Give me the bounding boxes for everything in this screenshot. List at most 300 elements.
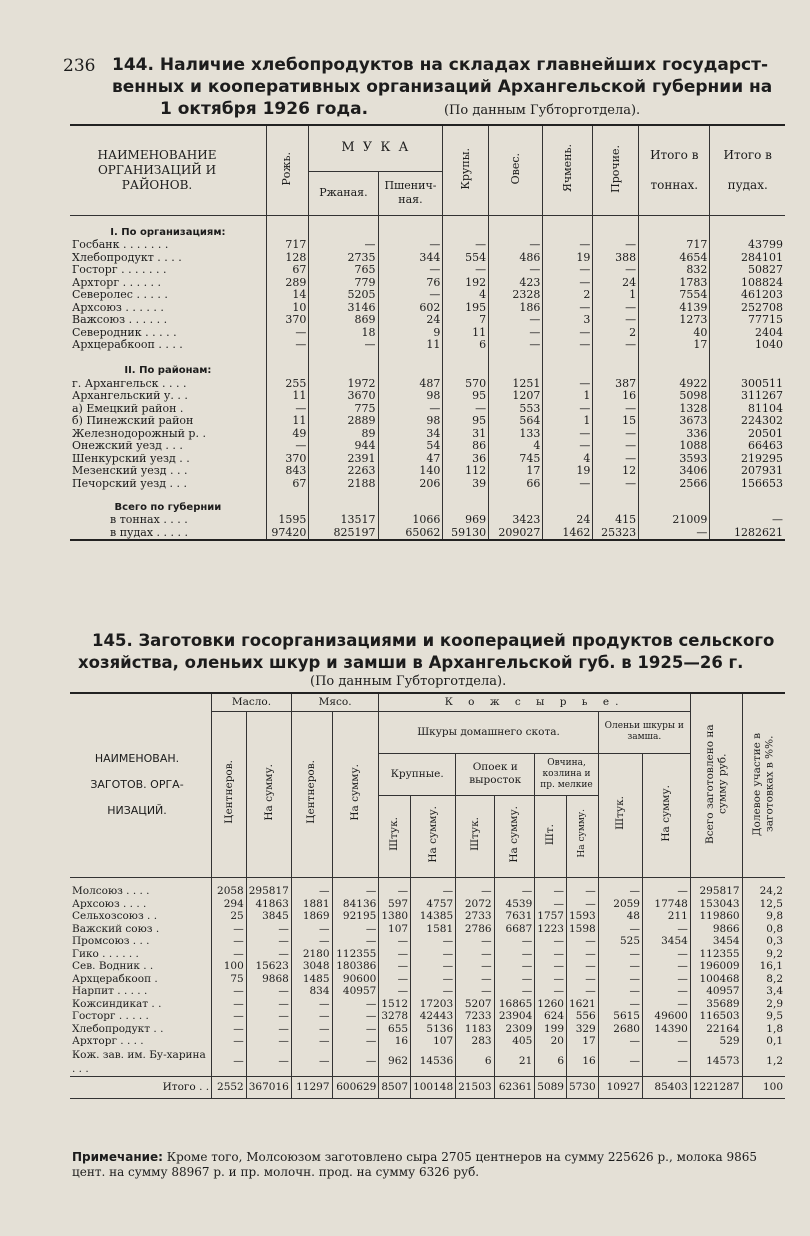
table-cell: 48 xyxy=(598,910,642,923)
table-cell: — xyxy=(567,898,599,911)
table-cell: 1869 xyxy=(291,910,332,923)
table-cell: 600629 xyxy=(332,1076,379,1098)
table-cell: 22164 xyxy=(690,1023,742,1036)
table-cell: 602 xyxy=(378,302,443,315)
empty-cell xyxy=(489,215,543,239)
table-cell: 1462 xyxy=(543,527,593,541)
table-cell: 133 xyxy=(489,428,543,441)
table-row xyxy=(70,1035,785,1048)
table-cell: — xyxy=(567,960,599,973)
table-cell: 387 xyxy=(593,378,639,391)
table-cell: 14 xyxy=(266,289,309,302)
table-cell: 834 xyxy=(291,985,332,998)
empty-cell xyxy=(456,877,494,885)
table-cell: 19 xyxy=(543,465,593,478)
empty-cell xyxy=(639,352,710,378)
table-cell: 9,8 xyxy=(742,910,785,923)
section-total-label: Всего по губернии xyxy=(70,490,266,514)
table-cell: — xyxy=(643,1048,691,1077)
row-label: Печорский уезд . . . xyxy=(70,478,266,491)
table-cell: — xyxy=(598,1035,642,1048)
table-cell: 295817 xyxy=(690,885,742,898)
table-cell: — xyxy=(543,264,593,277)
table-cell: — xyxy=(291,1023,332,1036)
table-cell: — xyxy=(543,378,593,391)
table-cell: — xyxy=(266,440,309,453)
table-cell: 4757 xyxy=(411,898,456,911)
table-cell: 81104 xyxy=(710,403,785,416)
table-cell: 50827 xyxy=(710,264,785,277)
table-cell: 553 xyxy=(489,403,543,416)
table-cell: 717 xyxy=(266,239,309,252)
table-cell: 1221287 xyxy=(690,1076,742,1098)
empty-cell xyxy=(543,352,593,378)
table-cell: 100468 xyxy=(690,973,742,986)
header-large-pcs: Штук. xyxy=(379,795,411,877)
header-oats: Овес. xyxy=(489,125,543,215)
table-cell: — xyxy=(411,885,456,898)
table-cell: — xyxy=(291,1035,332,1048)
empty-cell xyxy=(494,877,535,885)
table-cell: 2 xyxy=(543,289,593,302)
table-cell: 9,5 xyxy=(742,1010,785,1023)
empty-cell xyxy=(639,490,710,514)
table-cell: — xyxy=(456,973,494,986)
empty-cell xyxy=(378,352,443,378)
table-cell: — xyxy=(332,998,379,1011)
table-cell: 3 xyxy=(543,314,593,327)
table-cell: 211 xyxy=(643,910,691,923)
table-cell: 97420 xyxy=(266,527,309,541)
table-cell: 1207 xyxy=(489,390,543,403)
empty-cell xyxy=(543,490,593,514)
table-cell: 17 xyxy=(567,1035,599,1048)
table-cell: — xyxy=(593,428,639,441)
table-cell: 2566 xyxy=(639,478,710,491)
table-cell: 156653 xyxy=(710,478,785,491)
table-cell: 1 xyxy=(593,289,639,302)
table-row xyxy=(70,339,785,352)
table-cell: 3670 xyxy=(309,390,378,403)
table-cell: 283 xyxy=(456,1035,494,1048)
empty-cell xyxy=(742,877,785,885)
empty-cell xyxy=(710,490,785,514)
table-row xyxy=(70,898,785,911)
header-large: Крупные. xyxy=(379,753,456,795)
row-label: Важсоюз . . . . . . xyxy=(70,314,266,327)
header-butter-sum: На сумму. xyxy=(246,711,291,877)
table-row xyxy=(70,314,785,327)
table-cell: 969 xyxy=(443,514,489,527)
table-cell: 90600 xyxy=(332,973,379,986)
table-145 xyxy=(70,692,785,1099)
table-cell: — xyxy=(411,960,456,973)
table-cell: 570 xyxy=(443,378,489,391)
table-cell: 6 xyxy=(535,1048,567,1077)
table-cell: 10927 xyxy=(598,1076,642,1098)
table-cell: — xyxy=(598,960,642,973)
table-cell: 843 xyxy=(266,465,309,478)
table-cell: 564 xyxy=(489,415,543,428)
table-cell: 196009 xyxy=(690,960,742,973)
empty-cell xyxy=(543,215,593,239)
table-cell: 3423 xyxy=(489,514,543,527)
table-cell: 9866 xyxy=(690,923,742,936)
empty-cell xyxy=(710,352,785,378)
table-cell: 2680 xyxy=(598,1023,642,1036)
table-cell: 14536 xyxy=(411,1048,456,1077)
table-cell: 16 xyxy=(593,390,639,403)
table-cell: 24 xyxy=(593,277,639,290)
table-row xyxy=(70,1048,785,1077)
table-cell: 1757 xyxy=(535,910,567,923)
table-cell: 1593 xyxy=(567,910,599,923)
table-cell: 41863 xyxy=(246,898,291,911)
header-reindeer-sum: На сумму. xyxy=(643,753,691,877)
table-cell: 962 xyxy=(379,1048,411,1077)
table-cell: — xyxy=(443,264,489,277)
header-reindeer-pcs: Штук. xyxy=(598,753,642,877)
table-cell: 4 xyxy=(543,453,593,466)
row-label: в пудах . . . . . xyxy=(70,527,266,541)
table-144-title-line3: 1 октября 1926 года. (По данным Губторготдела). xyxy=(160,99,641,119)
table-row xyxy=(70,1023,785,1036)
table-cell: 17203 xyxy=(411,998,456,1011)
table-cell: 289 xyxy=(266,277,309,290)
table-cell: 1595 xyxy=(266,514,309,527)
table-cell: 15 xyxy=(593,415,639,428)
table-cell: 597 xyxy=(379,898,411,911)
table-cell: 24 xyxy=(543,514,593,527)
table-cell: 7554 xyxy=(639,289,710,302)
table-cell: — xyxy=(489,339,543,352)
table-cell: 5205 xyxy=(309,289,378,302)
table-cell: 655 xyxy=(379,1023,411,1036)
header-share: Долевое участие в заготовках в %%. xyxy=(742,693,785,877)
table-cell: 4922 xyxy=(639,378,710,391)
row-label: Архторг . . . . . . xyxy=(70,277,266,290)
table-row xyxy=(70,910,785,923)
table-cell: 76 xyxy=(378,277,443,290)
table-cell: 21503 xyxy=(456,1076,494,1098)
table-cell: 2263 xyxy=(309,465,378,478)
table-cell: 1040 xyxy=(710,339,785,352)
section-districts xyxy=(70,352,785,378)
table-cell: — xyxy=(379,935,411,948)
table-cell: 92195 xyxy=(332,910,379,923)
table-cell: 3673 xyxy=(639,415,710,428)
table-cell: 825197 xyxy=(309,527,378,541)
table-cell: — xyxy=(593,453,639,466)
table-cell: — xyxy=(489,314,543,327)
table-cell: 85403 xyxy=(643,1076,691,1098)
table-cell: 59130 xyxy=(443,527,489,541)
table-cell: 624 xyxy=(535,1010,567,1023)
header-calf: Опоек и выросток xyxy=(456,753,535,795)
table-cell: — xyxy=(598,985,642,998)
table-cell: 1380 xyxy=(379,910,411,923)
table-cell: 3454 xyxy=(690,935,742,948)
empty-cell xyxy=(593,490,639,514)
table-cell: — xyxy=(598,998,642,1011)
row-label: Госторг . . . . . . . xyxy=(70,264,266,277)
empty-cell xyxy=(378,490,443,514)
table-cell: 2552 xyxy=(212,1076,247,1098)
table-cell: 67 xyxy=(266,478,309,491)
section-districts-label: II. По районам: xyxy=(70,352,266,378)
table-cell: — xyxy=(246,998,291,1011)
table-cell: 1881 xyxy=(291,898,332,911)
table-cell: 0,1 xyxy=(742,1035,785,1048)
table-cell: — xyxy=(598,923,642,936)
empty-cell xyxy=(291,877,332,885)
table-cell: 209027 xyxy=(489,527,543,541)
table-row xyxy=(70,885,785,898)
table-cell: — xyxy=(212,1023,247,1036)
table-cell: — xyxy=(379,948,411,961)
table-cell: 11 xyxy=(378,339,443,352)
table-cell: — xyxy=(535,948,567,961)
header-total-tonnes: Итого в тоннах. xyxy=(639,125,710,215)
row-label: Итого . . xyxy=(70,1076,212,1098)
table-cell: 67 xyxy=(266,264,309,277)
empty-cell xyxy=(378,215,443,239)
table-cell: 5730 xyxy=(567,1076,599,1098)
table-row xyxy=(70,1010,785,1023)
empty-cell xyxy=(266,215,309,239)
table-cell: 100 xyxy=(212,960,247,973)
header-total-poods: Итого в пудах. xyxy=(710,125,785,215)
table-cell: 40 xyxy=(639,327,710,340)
table-cell: 86 xyxy=(443,440,489,453)
table-cell: 6687 xyxy=(494,923,535,936)
table-cell: 3278 xyxy=(379,1010,411,1023)
table-cell: — xyxy=(411,985,456,998)
header-sheep-sum: На сумму. xyxy=(567,795,599,877)
row-label: Архсоюз . . . . xyxy=(70,898,212,911)
table-cell: — xyxy=(598,973,642,986)
table-row xyxy=(70,478,785,491)
table-cell: — xyxy=(535,973,567,986)
header-org-name: НАИМЕНОВАНИЕ ОРГАНИЗАЦИЙ И РАЙОНОВ. xyxy=(70,125,266,215)
table-cell: 98 xyxy=(378,415,443,428)
table-cell: — xyxy=(567,885,599,898)
table-cell: 1 xyxy=(543,415,593,428)
section-organizations-label: I. По организациям: xyxy=(70,215,266,239)
table-cell: 54 xyxy=(378,440,443,453)
table-cell: 65062 xyxy=(378,527,443,541)
row-label: Северодник . . . . . xyxy=(70,327,266,340)
table-cell: 17748 xyxy=(643,898,691,911)
table-cell: — xyxy=(246,935,291,948)
row-label: Сельхозсоюз . . xyxy=(70,910,212,923)
footnote-label: Примечание: xyxy=(72,1150,163,1164)
table-cell: — xyxy=(643,1035,691,1048)
table-cell: — xyxy=(332,1023,379,1036)
table-cell: 1581 xyxy=(411,923,456,936)
table-cell: — xyxy=(494,885,535,898)
table-cell: — xyxy=(378,403,443,416)
header-calf-pcs: Штук. xyxy=(456,795,494,877)
table-cell: — xyxy=(246,1010,291,1023)
table-cell: — xyxy=(212,1010,247,1023)
table-cell: — xyxy=(593,478,639,491)
table-cell: 3146 xyxy=(309,302,378,315)
table-cell: 1,8 xyxy=(742,1023,785,1036)
table-cell: 107 xyxy=(379,923,411,936)
table-cell: — xyxy=(443,239,489,252)
header-org-name-145: НАИМЕНОВАН. ЗАГОТОВ. ОРГА-НИЗАЦИЙ. xyxy=(70,693,212,877)
table-cell: 119860 xyxy=(690,910,742,923)
table-cell: 108824 xyxy=(710,277,785,290)
header-wheat-flour: Пшенич-ная. xyxy=(378,171,443,215)
empty-cell xyxy=(309,215,378,239)
table-cell: — xyxy=(291,998,332,1011)
table-cell: — xyxy=(291,923,332,936)
row-label: Промсоюз . . . xyxy=(70,935,212,948)
table-row xyxy=(70,948,785,961)
table-cell: 17 xyxy=(639,339,710,352)
row-label: Северолес . . . . . xyxy=(70,289,266,302)
table-cell: — xyxy=(443,403,489,416)
row-label: Железнодорожный р. . xyxy=(70,428,266,441)
table-cell: 1282621 xyxy=(710,527,785,541)
table-cell: 2,9 xyxy=(742,998,785,1011)
table-cell: 62361 xyxy=(494,1076,535,1098)
table-cell: 252708 xyxy=(710,302,785,315)
table-row xyxy=(70,277,785,290)
table-cell: 16 xyxy=(379,1035,411,1048)
table-cell: 7 xyxy=(443,314,489,327)
table-cell: 1598 xyxy=(567,923,599,936)
table-cell: 2309 xyxy=(494,1023,535,1036)
table-cell: 0,8 xyxy=(742,923,785,936)
empty-cell xyxy=(639,215,710,239)
table-cell: 423 xyxy=(489,277,543,290)
table-cell: 1328 xyxy=(639,403,710,416)
table-cell: 11 xyxy=(443,327,489,340)
table-cell: — xyxy=(291,885,332,898)
table-cell: 10 xyxy=(266,302,309,315)
table-cell: 2 xyxy=(593,327,639,340)
table-cell: — xyxy=(379,960,411,973)
table-cell: — xyxy=(379,985,411,998)
table-cell: — xyxy=(639,527,710,541)
table-cell: 11297 xyxy=(291,1076,332,1098)
table-cell: — xyxy=(543,403,593,416)
row-label: Нарпит . . . . . xyxy=(70,985,212,998)
row-label: Молсоюз . . . . xyxy=(70,885,212,898)
table-cell: 2786 xyxy=(456,923,494,936)
empty-cell xyxy=(332,877,379,885)
table-cell: 43799 xyxy=(710,239,785,252)
table-144-title-line2: венных и кооперативных организаций Архангельской губернии на xyxy=(112,77,773,97)
table-cell: 11 xyxy=(266,390,309,403)
footnote-text: Кроме того, Молсоюзом заготовлено сыра 2705 центнеров на сумму 225626 р., молока 9865 цент. на сумму 88967 р. и пр. молочн. прод. на сумму 6326 руб. xyxy=(72,1150,758,1179)
table-cell: 4139 xyxy=(639,302,710,315)
table-145-source: (По данным Губторготдела). xyxy=(310,674,507,689)
table-cell: — xyxy=(593,302,639,315)
table-cell: — xyxy=(266,327,309,340)
table-cell: 4539 xyxy=(494,898,535,911)
table-cell: 745 xyxy=(489,453,543,466)
table-cell: 2059 xyxy=(598,898,642,911)
table-cell: 944 xyxy=(309,440,378,453)
table-cell: 1066 xyxy=(378,514,443,527)
row-label: а) Емецкий район . xyxy=(70,403,266,416)
table-cell: 9,2 xyxy=(742,948,785,961)
empty-cell xyxy=(266,352,309,378)
table-cell: — xyxy=(212,935,247,948)
table-cell: 207931 xyxy=(710,465,785,478)
table-cell: — xyxy=(291,1010,332,1023)
empty-cell xyxy=(643,877,691,885)
table-row xyxy=(70,985,785,998)
table-cell: — xyxy=(246,1023,291,1036)
row-label: Сев. Водник . . xyxy=(70,960,212,973)
table-cell: 15623 xyxy=(246,960,291,973)
table-cell: 21 xyxy=(494,1048,535,1077)
table-cell: — xyxy=(598,948,642,961)
table-cell: 21009 xyxy=(639,514,710,527)
header-other: Прочие. xyxy=(593,125,639,215)
table-144 xyxy=(70,124,785,541)
header-meat-centners: Центнеров. xyxy=(291,711,332,877)
table-cell: — xyxy=(643,973,691,986)
table-cell: 153043 xyxy=(690,898,742,911)
table-cell: 3593 xyxy=(639,453,710,466)
header-calf-sum: На сумму. xyxy=(494,795,535,877)
table-cell: — xyxy=(379,973,411,986)
header-sheep: Овчина, козлина и пр. мелкие xyxy=(535,753,598,795)
table-cell: — xyxy=(266,403,309,416)
table-cell: — xyxy=(332,885,379,898)
empty-cell xyxy=(535,877,567,885)
table-cell: 36 xyxy=(443,453,489,466)
table-row xyxy=(70,935,785,948)
table-cell: — xyxy=(593,440,639,453)
table-cell: 66463 xyxy=(710,440,785,453)
table-cell: — xyxy=(543,327,593,340)
table-cell: 40957 xyxy=(690,985,742,998)
row-label: Важский союз . xyxy=(70,923,212,936)
table-row xyxy=(70,415,785,428)
table-cell: 23904 xyxy=(494,1010,535,1023)
table-cell: — xyxy=(489,239,543,252)
table-cell: — xyxy=(291,1048,332,1077)
table-cell: — xyxy=(543,302,593,315)
table-cell: 2188 xyxy=(309,478,378,491)
table-cell: 128 xyxy=(266,252,309,265)
table-row xyxy=(70,239,785,252)
empty-cell xyxy=(593,352,639,378)
header-total-sum: Всего заготовлено на сумму руб. xyxy=(690,693,742,877)
table-row xyxy=(70,252,785,265)
table-cell: 180386 xyxy=(332,960,379,973)
table-cell: 3048 xyxy=(291,960,332,973)
table-cell: — xyxy=(643,960,691,973)
row-label: Хлебопродукт . . xyxy=(70,1023,212,1036)
table-cell: — xyxy=(212,1048,247,1077)
table-cell: 16 xyxy=(567,1048,599,1077)
table-cell: — xyxy=(378,264,443,277)
table-cell: — xyxy=(643,885,691,898)
table-cell: — xyxy=(456,985,494,998)
empty-cell xyxy=(489,352,543,378)
table-cell: 100148 xyxy=(411,1076,456,1098)
empty-cell xyxy=(379,877,411,885)
table-cell: 525 xyxy=(598,935,642,948)
